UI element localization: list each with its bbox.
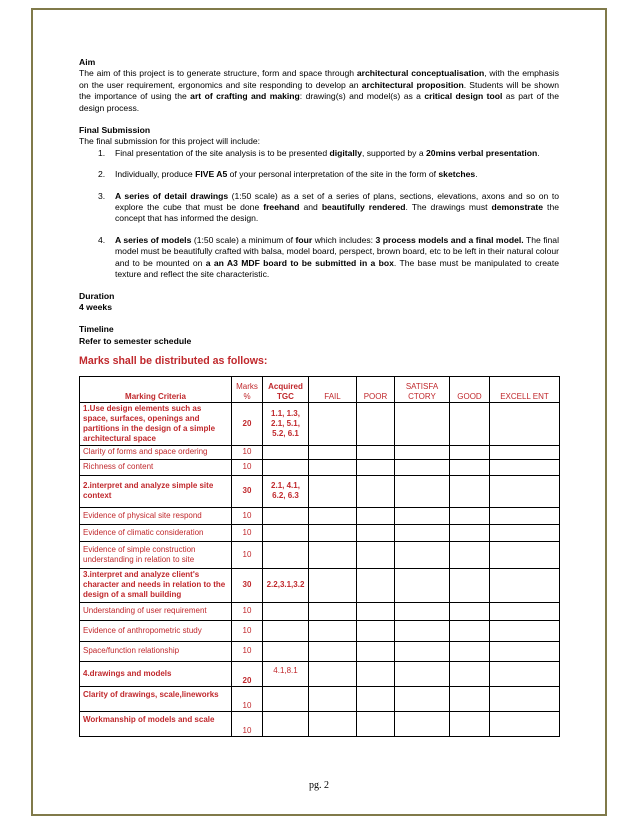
criteria-cell: Clarity of drawings, scale,lineworks (80, 686, 232, 711)
marks-cell: 10 (232, 445, 263, 459)
submission-list (79, 148, 559, 281)
marks-cell: 10 (232, 602, 263, 620)
marks-cell: 30 (232, 475, 263, 507)
timeline-value: Refer to semester schedule (79, 335, 192, 346)
criteria-cell: Evidence of anthropometric study (80, 620, 232, 641)
criteria-cell: 3.interpret and analyze client's character and needs in relation to the design of a small building (80, 568, 232, 602)
tgc-cell: 1.1, 1.3, 2.1, 5.1, 5.2, 6.1 (263, 402, 309, 445)
marks-cell: 30 (232, 568, 263, 602)
list-item: 1. Final presentation of the site analysis is to be presented digitally, supported by a 20mins verbal presentation. (98, 147, 540, 158)
duration-value: 4 weeks (79, 301, 112, 312)
criteria-cell: 2.interpret and analyze simple site context (80, 475, 232, 507)
table-row (80, 541, 560, 568)
marks-cell: 10 (232, 459, 263, 475)
table-row (80, 524, 560, 541)
table-row (80, 459, 560, 475)
criteria-cell: 4.drawings and models (80, 661, 232, 686)
marks-cell: 20 (232, 661, 263, 686)
header-good: GOOD (450, 376, 490, 402)
tgc-cell: 4.1,8.1 (263, 661, 309, 686)
table-row (80, 661, 560, 686)
criteria-cell: Workmanship of models and scale (80, 711, 232, 736)
aim-paragraph: The aim of this project is to generate structure, form and space through architectural conceptualisation, with the emphasis on the user requirement, ergonomics and site responding to develop an architectural proposition. Students will be shown the importance of using the art of crafting and making: drawing(s) and model(s) as a critical design tool as part of the design process. (79, 68, 559, 113)
table-row (80, 402, 560, 445)
timeline-heading: Timeline (79, 324, 114, 335)
document-body (79, 57, 559, 737)
duration-heading: Duration (79, 290, 115, 301)
list-item: 3. A series of detail drawings (1:50 scale) as a set of a series of plans, sections, elevations, axons and so on to explore the cube that must be done freehand and beautifully rendered. The drawings must demonstrate the concept that has informed the design. (98, 190, 559, 224)
marks-cell: 10 (232, 686, 263, 711)
list-item: 4. A series of models (1:50 scale) a minimum of four which includes: 3 process models and a final model. The final model must be beautifully crafted with balsa, model board, perspect, brown board, etc to be left in their natural colour and to be mounted on a an A3 MDF board to be submitted in a box. The base must be manipulated to create texture and reflect the site characteristic. (98, 234, 559, 280)
marks-title: Marks shall be distributed as follows: (79, 355, 268, 368)
table-row (80, 507, 560, 524)
marks-cell: 10 (232, 507, 263, 524)
marks-cell: 10 (232, 620, 263, 641)
header-poor: POOR (357, 376, 395, 402)
table-row (80, 641, 560, 661)
criteria-cell: 1.Use design elements such as space, surfaces, openings and partitions in the design of a simple architectural space (80, 402, 232, 445)
aim-heading: Aim (79, 57, 96, 67)
header-criteria: Marking Criteria (80, 376, 232, 402)
table-row (80, 711, 560, 736)
marks-cell: 10 (232, 711, 263, 736)
criteria-cell: Clarity of forms and space ordering (80, 445, 232, 459)
header-fail: FAIL (309, 376, 357, 402)
marks-cell: 10 (232, 524, 263, 541)
final-submission-intro: The final submission for this project will include: (79, 136, 261, 147)
table-row (80, 445, 560, 459)
header-marks: Marks % (232, 376, 263, 402)
header-tgc: Acquired TGC (263, 376, 309, 402)
tgc-cell: 2.1, 4.1, 6.2, 6.3 (263, 475, 309, 507)
table-row (80, 602, 560, 620)
marks-cell: 10 (232, 541, 263, 568)
marking-table (79, 376, 560, 737)
table-row (80, 568, 560, 602)
tgc-cell: 2.2,3.1,3.2 (263, 568, 309, 602)
table-row (80, 686, 560, 711)
criteria-cell: Evidence of climatic consideration (80, 524, 232, 541)
criteria-cell: Richness of content (80, 459, 232, 475)
header-satisfactory: SATISFA CTORY (395, 376, 450, 402)
criteria-cell: Understanding of user requirement (80, 602, 232, 620)
table-row (80, 475, 560, 507)
marks-cell: 10 (232, 641, 263, 661)
marks-cell: 20 (232, 402, 263, 445)
final-submission-heading: Final Submission (79, 125, 151, 136)
list-item: 2. Individually, produce FIVE A5 of your personal interpretation of the site in the form of sketches. (98, 169, 478, 180)
header-excellent: EXCELL ENT (490, 376, 560, 402)
table-header-row (80, 376, 560, 402)
page-number: pg. 2 (309, 780, 329, 791)
criteria-cell: Evidence of physical site respond (80, 507, 232, 524)
criteria-cell: Space/function relationship (80, 641, 232, 661)
table-row (80, 620, 560, 641)
criteria-cell: Evidence of simple construction understanding in relation to site (80, 541, 232, 568)
